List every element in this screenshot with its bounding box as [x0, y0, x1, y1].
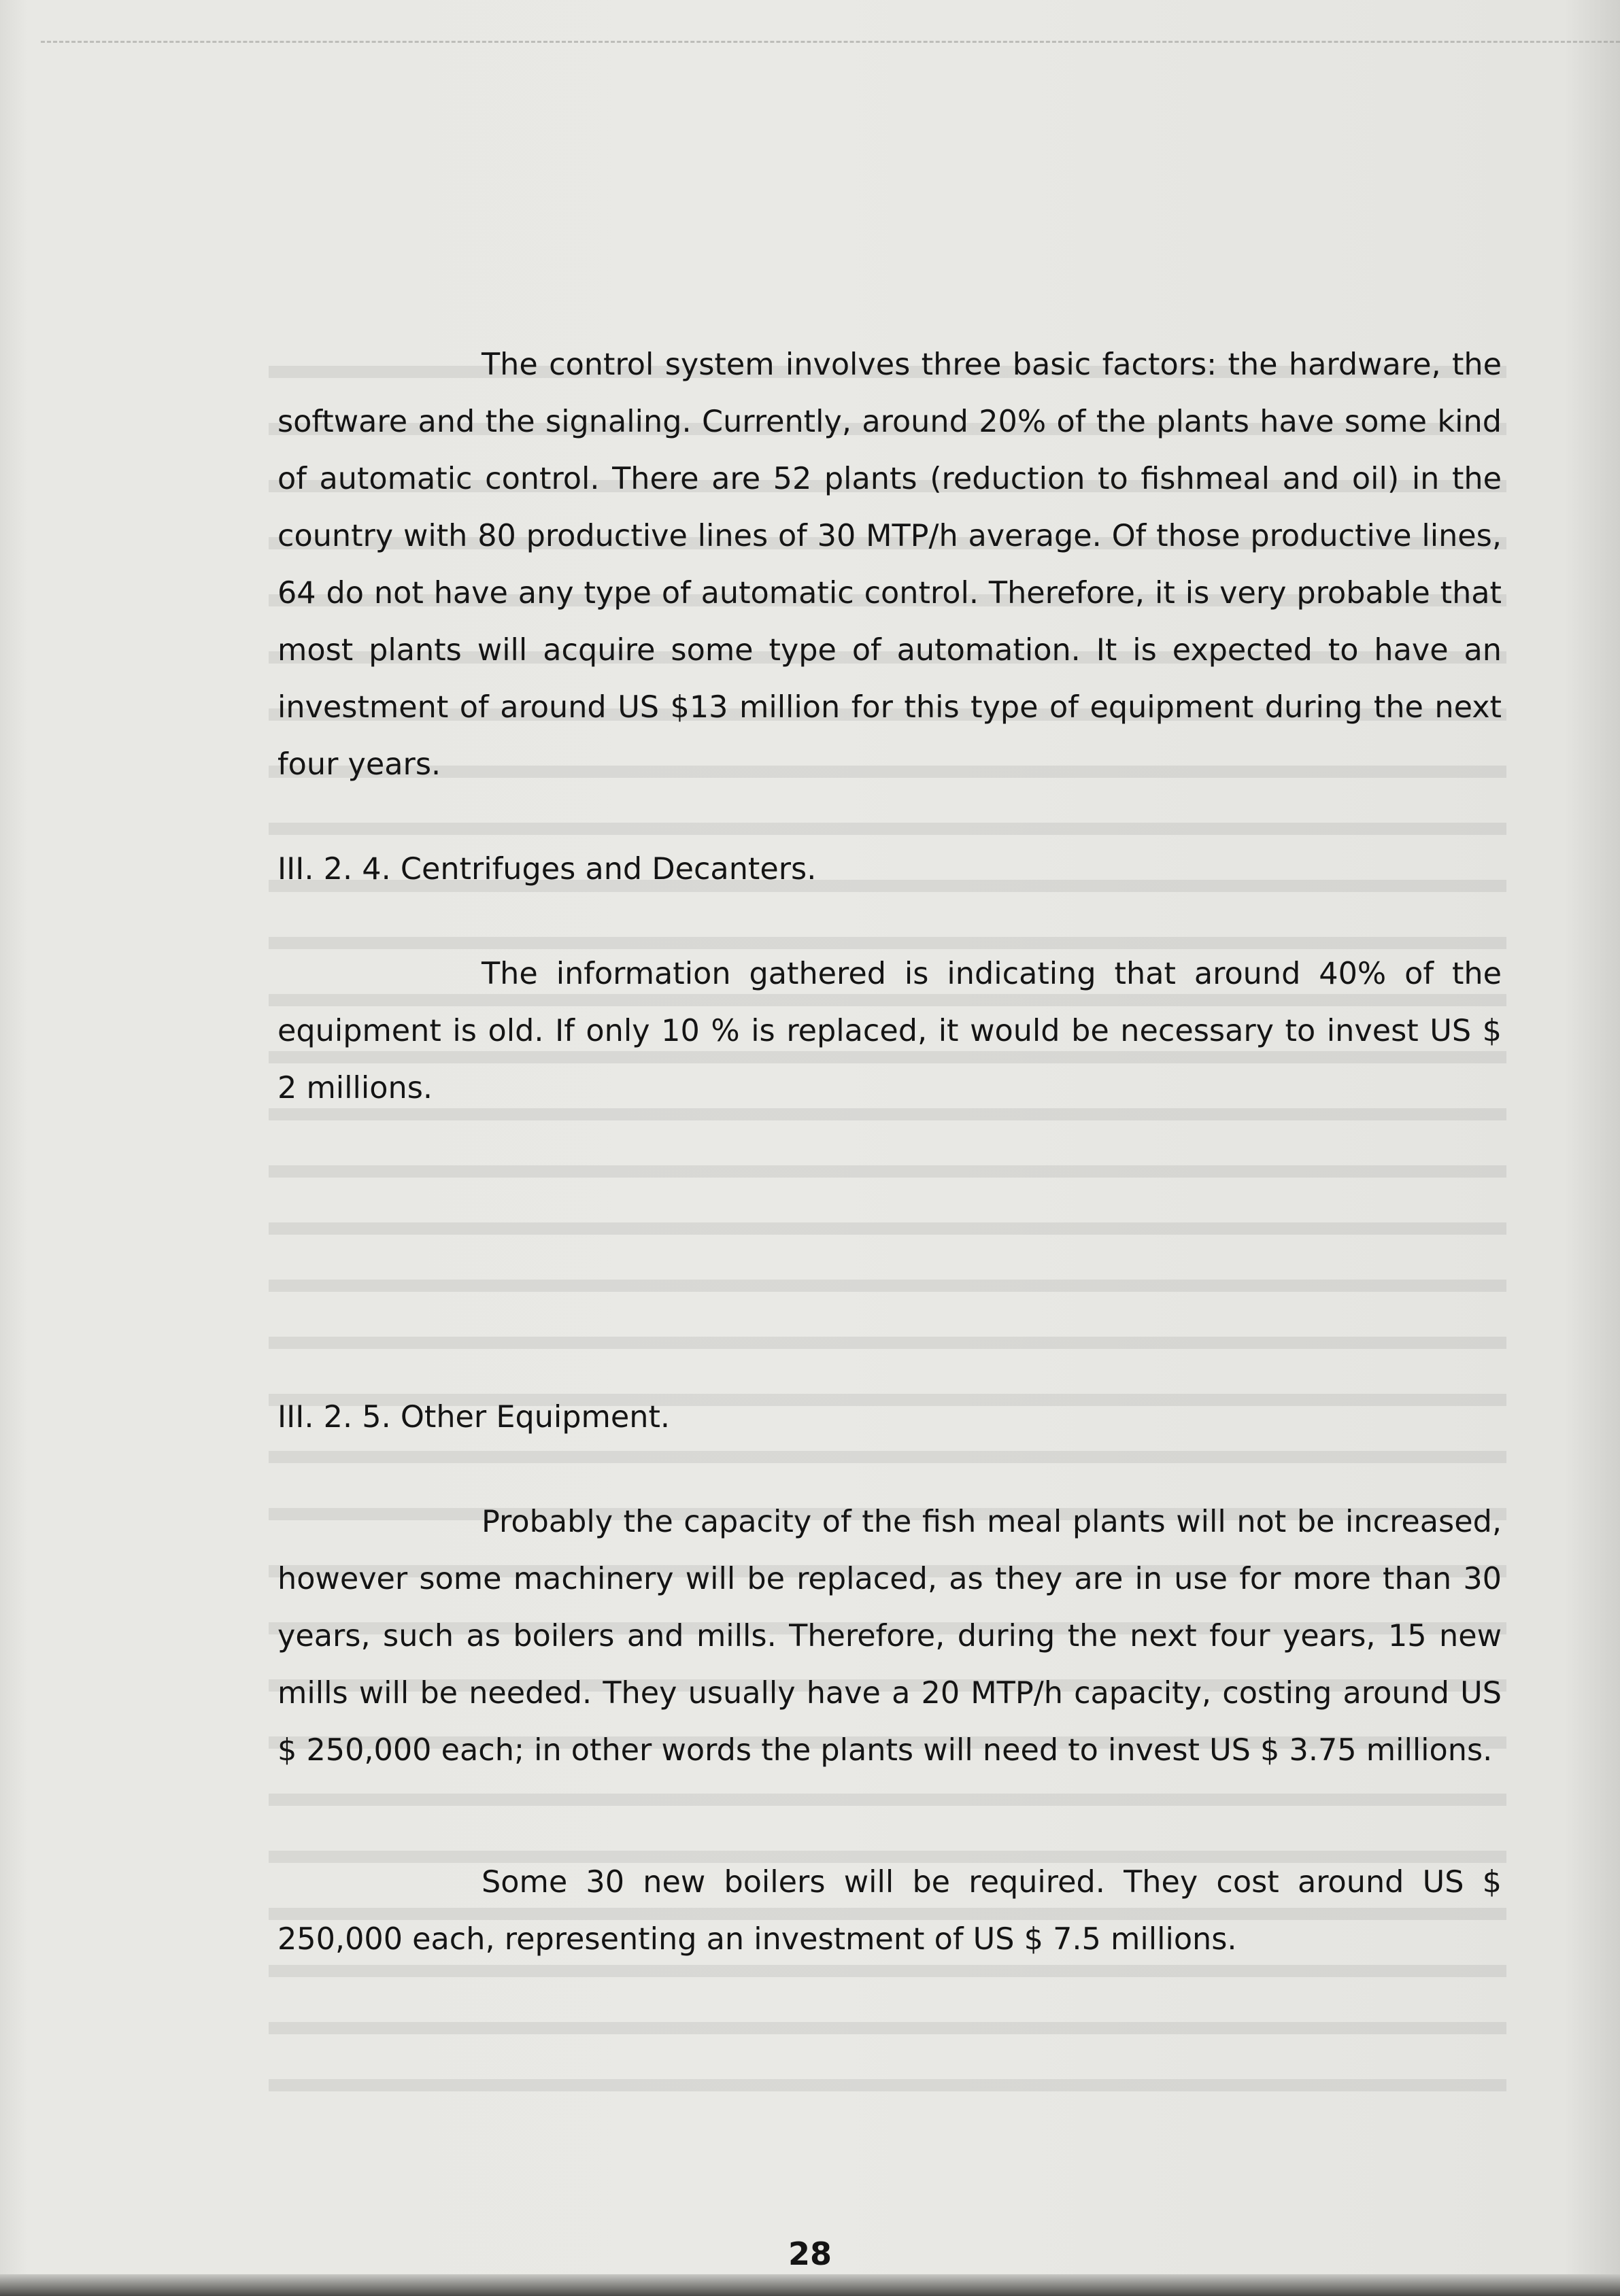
paragraph-centrifuges: The information gathered is indicating that around 40% of the equipment is old. If only 10 % is replaced, it would be necessary to invest US $ 2 millions.: [277, 957, 1502, 1106]
paragraph-control-system: The control system involves three basic factors: the hardware, the software and the signaling. Currently, around 20% of the plants have some kind of automatic control. There are 52 plants (reduction to fishmeal and oil) in the country with 80 productive lines of 30 MTP/h average. Of those productive lines, 64 do not have any type of automatic control. Therefore, it is very probable that most plants will acquire some type of automation. It is expected to have an investment of around US $13 million for this type of equipment during the next four years.: [277, 347, 1502, 782]
page-number: 28: [788, 2235, 832, 2272]
paragraph-mills: Probably the capacity of the fish meal plants will not be increased, however some machinery will be replaced, as they are in use for more than 30 years, such as boilers and mills. Therefore, during the next four years, 15 new mills will be needed. They usually have a 20 MTP/h capacity, costing around US $ 250,000 each; in other words the plants will need to invest US $ 3.75 millions.: [277, 1505, 1502, 1768]
page-top-edge: [41, 41, 1620, 43]
paragraph-boilers: Some 30 new boilers will be required. They cost around US $ 250,000 each, representing an investment of US $ 7.5 millions.: [277, 1865, 1502, 1957]
section-heading-centrifuges: III. 2. 4. Centrifuges and Decanters.: [277, 852, 817, 887]
page-body: [277, 337, 1502, 1968]
page-bottom-edge: [0, 2274, 1620, 2296]
section-heading-other-equipment: III. 2. 5. Other Equipment.: [277, 1400, 671, 1435]
